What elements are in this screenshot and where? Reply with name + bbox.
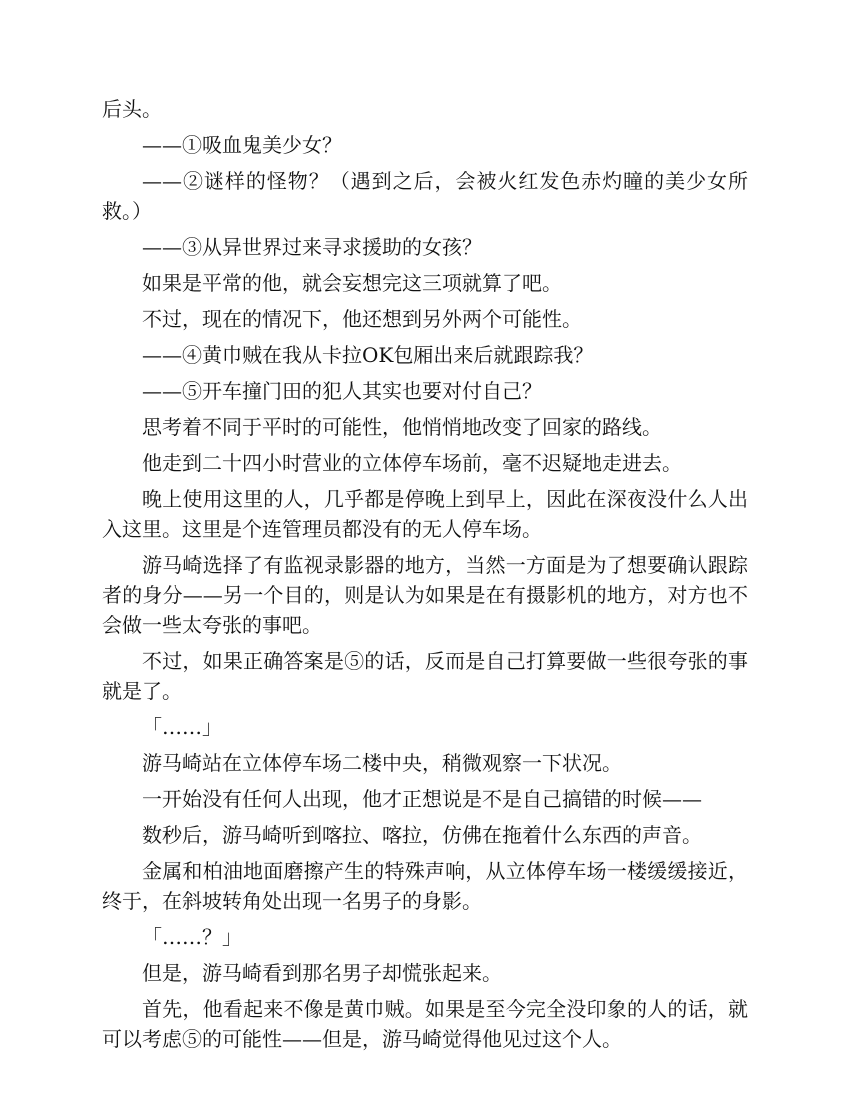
paragraph: 首先，他看起来不像是黄巾贼。如果是至今完全没印象的人的话，就可以考虑⑤的可能性——但是，游马崎觉得他见过这个人。 xyxy=(102,997,748,1051)
paragraph: 思考着不同于平时的可能性，他悄悄地改变了回家的路线。 xyxy=(142,415,662,439)
paragraph: 游马崎选择了有监视录影器的地方，当然一方面是为了想要确认跟踪者的身分——另一个目的，则是认为如果是在有摄影机的地方，对方也不会做一些太夸张的事吧。 xyxy=(102,553,748,637)
paragraph: 晚上使用这里的人，几乎都是停晚上到早上，因此在深夜没什么人出入这里。这里是个连管理员都没有的无人停车场。 xyxy=(102,487,748,541)
paragraph: ——⑤开车撞门田的犯人其实也要对付自己？ xyxy=(142,379,542,403)
paragraph: 「……」 xyxy=(142,715,222,739)
paragraph: 金属和柏油地面磨擦产生的特殊声响，从立体停车场一楼缓缓接近，终于，在斜坡转角处出现一名男子的身影。 xyxy=(102,859,748,913)
paragraph: 如果是平常的他，就会妄想完这三项就算了吧。 xyxy=(142,271,562,295)
body-text xyxy=(102,94,748,1060)
paragraph: ——①吸血鬼美少女？ xyxy=(142,133,342,157)
paragraph: ——④黄巾贼在我从卡拉OK包厢出来后就跟踪我？ xyxy=(142,343,594,367)
paragraph: 游马崎站在立体停车场二楼中央，稍微观察一下状况。 xyxy=(142,751,622,775)
paragraph: 不过，现在的情况下，他还想到另外两个可能性。 xyxy=(142,307,582,331)
paragraph: 但是，游马崎看到那名男子却慌张起来。 xyxy=(142,961,502,985)
paragraph: 数秒后，游马崎听到喀拉、喀拉，仿佛在拖着什么东西的声音。 xyxy=(142,823,702,847)
paragraph: 「……？」 xyxy=(142,925,242,949)
paragraph: 他走到二十四小时营业的立体停车场前，毫不迟疑地走进去。 xyxy=(142,451,682,475)
paragraph: 不过，如果正确答案是⑤的话，反而是自己打算要做一些很夸张的事就是了。 xyxy=(102,649,748,703)
paragraph: 一开始没有任何人出现，他才正想说是不是自己搞错的时候—— xyxy=(142,787,702,811)
paragraph: 后头。 xyxy=(102,97,162,121)
paragraph: ——③从异世界过来寻求援助的女孩？ xyxy=(142,235,482,259)
paragraph: ——②谜样的怪物？（遇到之后，会被火红发色赤灼瞳的美少女所救。） xyxy=(102,169,748,223)
